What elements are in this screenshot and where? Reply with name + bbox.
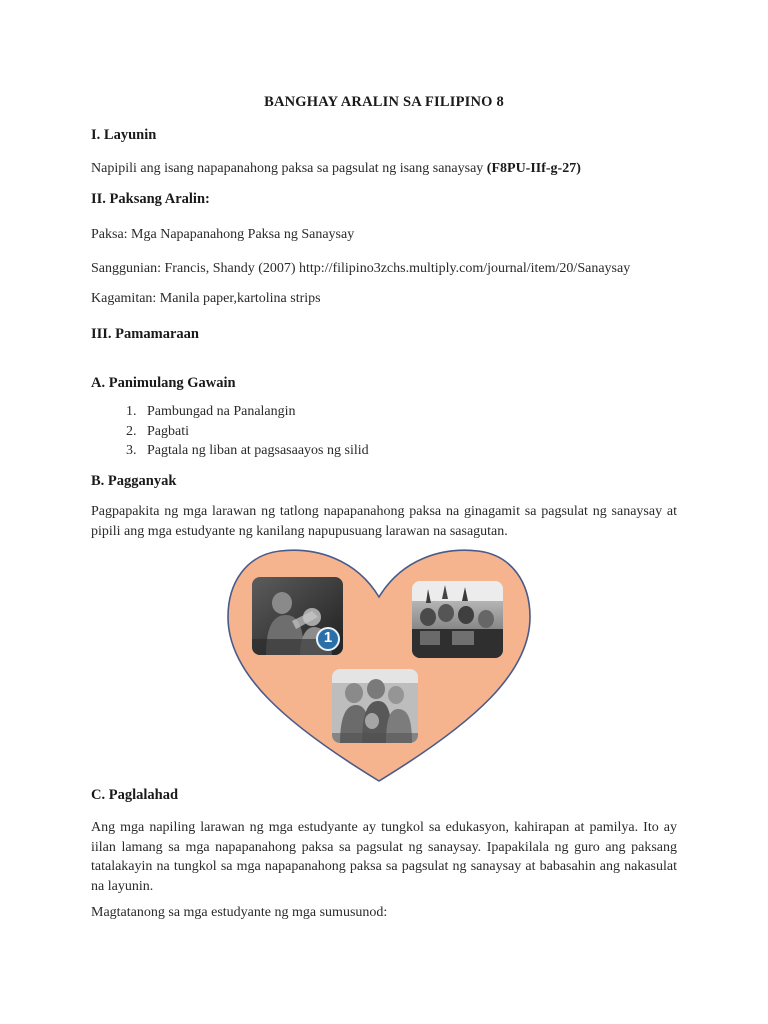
photo-pamilya — [332, 669, 418, 743]
section-heading-layunin: I. Layunin — [91, 127, 157, 143]
layunin-statement: Napipili ang isang napapanahong paksa sa pagsulat ng isang sanaysay — [91, 161, 487, 176]
section-heading-pagganyak: B. Pagganyak — [91, 473, 177, 489]
list-item-text: Pambungad na Panalangin — [147, 404, 296, 419]
list-item — [126, 404, 296, 420]
list-item-text: Pagtala ng liban at pagsasaayos ng silid — [147, 443, 369, 458]
document-title: BANGHAY ARALIN SA FILIPINO 8 — [264, 94, 504, 110]
sanggunian-line: Sanggunian: Francis, Shandy (2007) http://filipino3zchs.multiply.com/journal/item/20/Sanaysay — [91, 261, 631, 276]
section-heading-paglalahad: C. Paglalahad — [91, 787, 179, 803]
list-item-number: 1. — [126, 404, 137, 419]
paglalahad-prompt: Magtatanong sa mga estudyante ng mga sumusunod: — [91, 905, 388, 920]
layunin-text — [91, 161, 581, 177]
list-item-text: Pagbati — [147, 424, 189, 439]
badge-number: 1 — [323, 629, 333, 646]
number-badge — [316, 627, 340, 651]
section-heading-pamamaraan: III. Pamamaraan — [91, 326, 199, 342]
section-heading-paksang-aralin: II. Paksang Aralin: — [91, 191, 210, 207]
list-item — [126, 424, 189, 440]
photo-edukasyon — [412, 581, 503, 658]
list-item-number: 3. — [126, 443, 137, 458]
section-heading-panimulang-gawain: A. Panimulang Gawain — [91, 375, 236, 391]
heart-figure — [224, 545, 534, 785]
kagamitan-line: Kagamitan: Manila paper,kartolina strips — [91, 291, 321, 306]
list-item-number: 2. — [126, 424, 137, 439]
paksa-line: Paksa: Mga Napapanahong Paksa ng Sanaysay — [91, 227, 355, 242]
list-item — [126, 443, 369, 459]
paglalahad-paragraph: Ang mga napiling larawan ng mga estudyante ay tungkol sa edukasyon, kahirapan at pamilya. Ito ay iilan lamang sa mga napapanahong paksa sa pagsulat ng sanaysay. Ipapakilala ng guro ang paksang tatalakayin na tungkol sa mga napapanahong paksa sa pagsulat ng sanaysay at babasahin ang nakasulat na layunin. — [91, 820, 677, 894]
pagganyak-paragraph: Pagpapakita ng mga larawan ng tatlong napapanahong paksa na ginagamit sa pagsulat ng sanaysay at pipili ang mga estudyante ng kanilang napupusuang larawan na sasagutan. — [91, 504, 677, 539]
curriculum-code: (F8PU-IIf-g-27) — [486, 161, 581, 176]
